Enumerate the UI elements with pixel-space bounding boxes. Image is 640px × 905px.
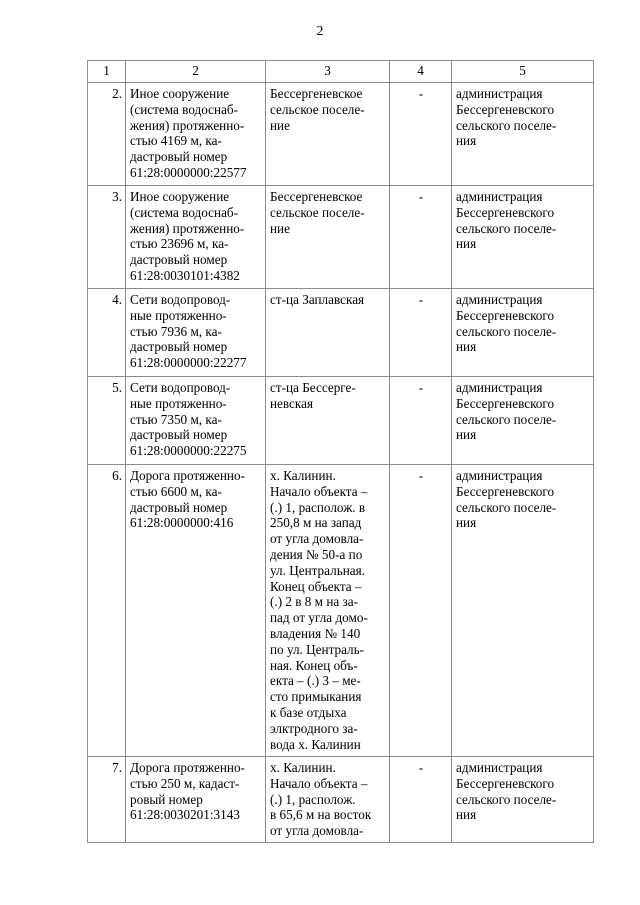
object-name-line: жения) протяженно-	[130, 220, 245, 236]
location-line: сельское поселе-	[270, 204, 365, 220]
owner-line: администрация	[456, 86, 543, 101]
column-4-value: -	[390, 377, 452, 465]
owner-line: администрация	[456, 468, 543, 483]
object-name-line: ные протяженно-	[130, 395, 227, 411]
row-number: 3.	[88, 186, 126, 289]
location-line: ст-ца Заплавская	[270, 292, 365, 307]
column-4-value: -	[390, 83, 452, 186]
table-row	[88, 186, 594, 289]
owner-line: ния	[456, 515, 477, 531]
object-name-line: жения) протяженно-	[130, 117, 245, 133]
location-line: 250,8 м на запад	[270, 515, 362, 531]
table-row	[88, 465, 594, 757]
property-table	[87, 60, 594, 843]
object-name-cell	[126, 757, 266, 843]
object-name-line: Сети водопровод-	[130, 292, 231, 307]
owner-line: ния	[456, 427, 477, 443]
object-name-line: дастровый номер	[130, 149, 228, 165]
owner-line: Бессергеневского	[456, 395, 555, 411]
location-cell	[266, 83, 390, 186]
owner-cell	[452, 757, 594, 843]
location-line: элктродного за-	[270, 720, 358, 736]
owner-line: Бессергеневского	[456, 483, 555, 499]
object-name-line: 61:28:0000000:22577	[130, 164, 247, 180]
column-4-value: -	[390, 465, 452, 757]
location-line: невская	[270, 395, 314, 411]
object-name-line: Дорога протяженно-	[130, 468, 245, 483]
owner-cell	[452, 289, 594, 377]
object-name-cell	[126, 186, 266, 289]
object-name-line: стью 4169 м, ка-	[130, 133, 222, 149]
row-number: 2.	[88, 83, 126, 186]
object-name-line: дастровый номер	[130, 339, 228, 355]
object-name-line: стью 250 м, кадаст-	[130, 775, 240, 791]
location-line: ная. Конец объ-	[270, 657, 358, 673]
table-row	[88, 83, 594, 186]
location-cell	[266, 465, 390, 757]
location-cell	[266, 757, 390, 843]
owner-line: Бессергеневского	[456, 101, 555, 117]
column-header: 4	[390, 61, 452, 83]
owner-line: администрация	[456, 189, 543, 204]
table-row	[88, 757, 594, 843]
location-line: Бессергеневское	[270, 189, 363, 204]
column-header: 2	[126, 61, 266, 83]
owner-line: сельского поселе-	[456, 499, 557, 515]
owner-line: Бессергеневского	[456, 204, 555, 220]
owner-line: администрация	[456, 760, 543, 775]
owner-line: сельского поселе-	[456, 791, 557, 807]
object-name-line: стью 23696 м, ка-	[130, 236, 229, 252]
owner-cell	[452, 465, 594, 757]
object-name-line: дастровый номер	[130, 252, 228, 268]
object-name-line: ровый номер	[130, 791, 203, 807]
object-name-line: (система водоснаб-	[130, 204, 239, 220]
column-4-value: -	[390, 186, 452, 289]
location-line: от угла домовла-	[270, 823, 364, 839]
location-line: дения № 50-а по	[270, 546, 363, 562]
owner-line: сельского поселе-	[456, 220, 557, 236]
location-line: ул. Центральная.	[270, 562, 365, 578]
object-name-line: Дорога протяженно-	[130, 760, 245, 775]
location-cell	[266, 289, 390, 377]
object-name-line: 61:28:0030101:4382	[130, 267, 240, 283]
owner-line: ния	[456, 236, 477, 252]
object-name-cell	[126, 377, 266, 465]
column-4-value: -	[390, 289, 452, 377]
page-number: 2	[316, 24, 324, 39]
column-header: 5	[452, 61, 594, 83]
owner-line: Бессергеневского	[456, 775, 555, 791]
location-line: Начало объекта –	[270, 775, 368, 791]
object-name-line: дастровый номер	[130, 499, 228, 515]
table-header-row	[88, 61, 594, 83]
object-name-line: 61:28:0000000:22277	[130, 355, 247, 371]
location-line: сельское поселе-	[270, 101, 365, 117]
location-line: к базе отдыха	[270, 704, 347, 720]
object-name-cell	[126, 289, 266, 377]
object-name-line: дастровый номер	[130, 427, 228, 443]
location-line: Конец объекта –	[270, 578, 362, 594]
row-number: 7.	[88, 757, 126, 843]
object-name-line: (система водоснаб-	[130, 101, 239, 117]
location-cell	[266, 186, 390, 289]
owner-line: сельского поселе-	[456, 323, 557, 339]
location-line: владения № 140	[270, 625, 361, 641]
object-name-line: 61:28:0000000:22275	[130, 443, 247, 459]
object-name-line: стью 7350 м, ка-	[130, 411, 222, 427]
owner-cell	[452, 83, 594, 186]
location-line: ст-ца Бессерге-	[270, 380, 356, 395]
row-number: 4.	[88, 289, 126, 377]
location-line: х. Калинин.	[270, 468, 336, 483]
object-name-line: стью 6600 м, ка-	[130, 483, 222, 499]
location-line: (.) 2 в 8 м на за-	[270, 594, 358, 610]
location-line: Бессергеневское	[270, 86, 363, 101]
table-row	[88, 377, 594, 465]
location-line: ние	[270, 117, 290, 133]
location-line: по ул. Централь-	[270, 641, 365, 657]
object-name-line: ные протяженно-	[130, 307, 227, 323]
owner-cell	[452, 186, 594, 289]
object-name-line: Иное сооружение	[130, 86, 230, 101]
table-row	[88, 289, 594, 377]
location-cell	[266, 377, 390, 465]
location-line: (.) 1, располож.	[270, 791, 356, 807]
location-line: от угла домовла-	[270, 531, 364, 547]
object-name-line: стью 7936 м, ка-	[130, 323, 222, 339]
row-number: 6.	[88, 465, 126, 757]
owner-line: ния	[456, 133, 477, 149]
location-line: Начало объекта –	[270, 483, 368, 499]
owner-line: сельского поселе-	[456, 411, 557, 427]
object-name-cell	[126, 465, 266, 757]
location-line: вода х. Калинин	[270, 736, 361, 752]
owner-line: администрация	[456, 292, 543, 307]
owner-line: Бессергеневского	[456, 307, 555, 323]
owner-line: ния	[456, 807, 477, 823]
location-line: (.) 1, располож. в	[270, 499, 366, 515]
location-line: екта – (.) 3 – ме-	[270, 673, 361, 689]
location-line: х. Калинин.	[270, 760, 336, 775]
column-4-value: -	[390, 757, 452, 843]
location-line: в 65,6 м на восток	[270, 807, 372, 823]
row-number: 5.	[88, 377, 126, 465]
location-line: пад от угла домо-	[270, 610, 368, 626]
object-name-line: Иное сооружение	[130, 189, 230, 204]
owner-cell	[452, 377, 594, 465]
owner-line: сельского поселе-	[456, 117, 557, 133]
location-line: ние	[270, 220, 290, 236]
column-header: 3	[266, 61, 390, 83]
object-name-cell	[126, 83, 266, 186]
object-name-line: Сети водопровод-	[130, 380, 231, 395]
location-line: сто примыкания	[270, 689, 362, 705]
owner-line: ния	[456, 339, 477, 355]
column-header: 1	[88, 61, 126, 83]
owner-line: администрация	[456, 380, 543, 395]
object-name-line: 61:28:0000000:416	[130, 515, 234, 531]
object-name-line: 61:28:0030201:3143	[130, 807, 240, 823]
